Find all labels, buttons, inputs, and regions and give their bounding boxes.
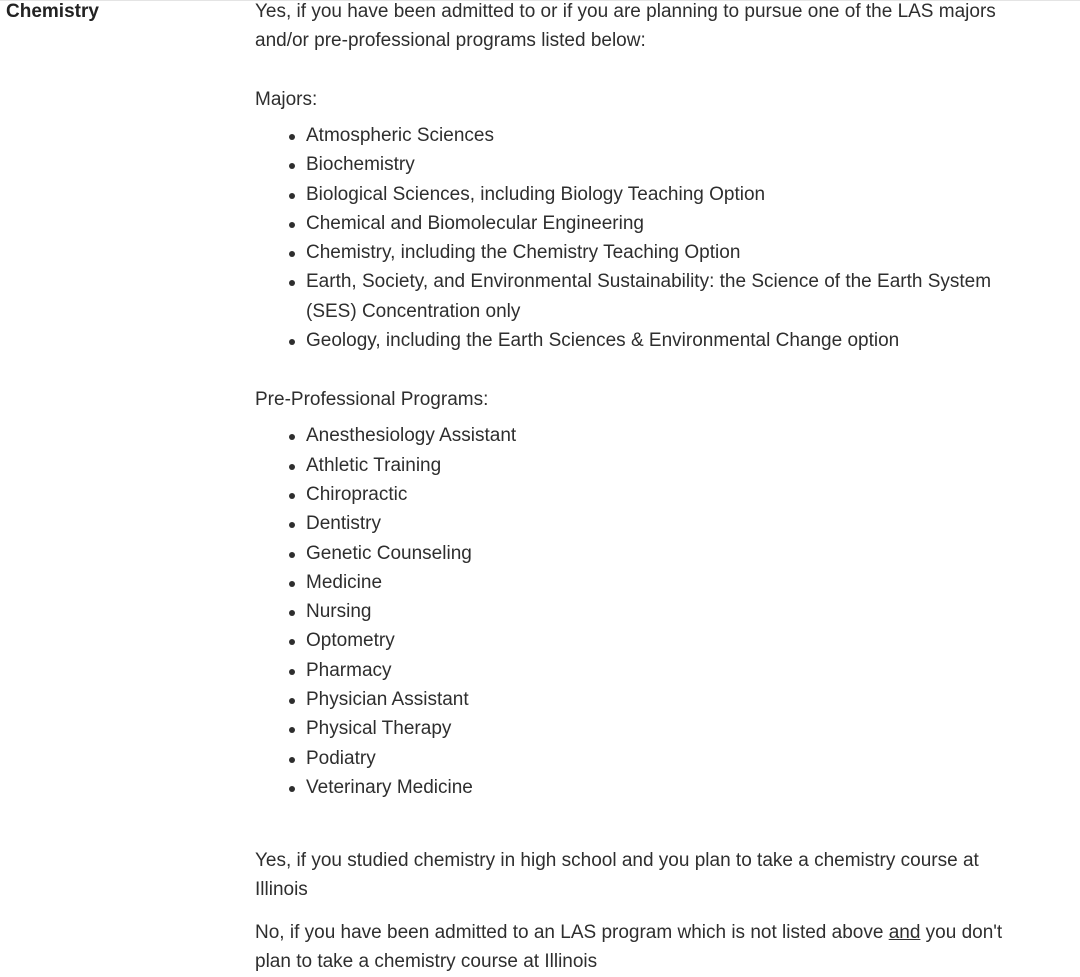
program-item: Dentistry [306, 509, 1035, 538]
no-clause-text [255, 918, 1035, 976]
major-item: Biological Sciences, including Biology Teaching Option [306, 180, 1035, 209]
major-item: Earth, Society, and Environmental Sustainability: the Science of the Earth System (SES) Concentration only [306, 267, 1035, 326]
program-item: Optometry [306, 626, 1035, 655]
majors-label: Majors: [255, 89, 318, 110]
majors-list [255, 121, 1035, 355]
no-clause-emphasis: and [888, 922, 921, 944]
program-item: Anesthesiology Assistant [306, 421, 1035, 450]
programs-label: Pre-Professional Programs: [255, 389, 489, 411]
program-item: Genetic Counseling [306, 539, 1035, 568]
major-item: Chemical and Biomolecular Engineering [306, 209, 1035, 238]
subject-label: Chemistry [6, 1, 99, 22]
program-item: Pharmacy [306, 656, 1035, 685]
major-item: Geology, including the Earth Sciences & Environmental Change option [306, 326, 1035, 355]
no-clause-before: No, if you have been admitted to an LAS program which is not listed above [255, 922, 889, 944]
program-item: Athletic Training [306, 451, 1035, 480]
program-item: Medicine [306, 568, 1035, 597]
no-clause-after: you don't plan to take a chemistry course at Illinois [255, 922, 1003, 973]
program-item: Podiatry [306, 744, 1035, 773]
major-item: Chemistry, including the Chemistry Teaching Option [306, 238, 1035, 267]
program-item: Veterinary Medicine [306, 773, 1035, 802]
major-item: Biochemistry [306, 150, 1035, 179]
requirement-description [255, 0, 1035, 976]
program-item: Physical Therapy [306, 714, 1035, 743]
major-item: Atmospheric Sciences [306, 121, 1035, 150]
yes-high-school-text: Yes, if you studied chemistry in high school and you plan to take a chemistry course at Illinois [255, 850, 979, 901]
program-item: Chiropractic [306, 480, 1035, 509]
intro-text: Yes, if you have been admitted to or if you are planning to pursue one of the LAS majors and/or pre-professional programs listed below: [255, 1, 996, 51]
programs-list [255, 421, 1035, 802]
program-item: Nursing [306, 597, 1035, 626]
program-item: Physician Assistant [306, 685, 1035, 714]
